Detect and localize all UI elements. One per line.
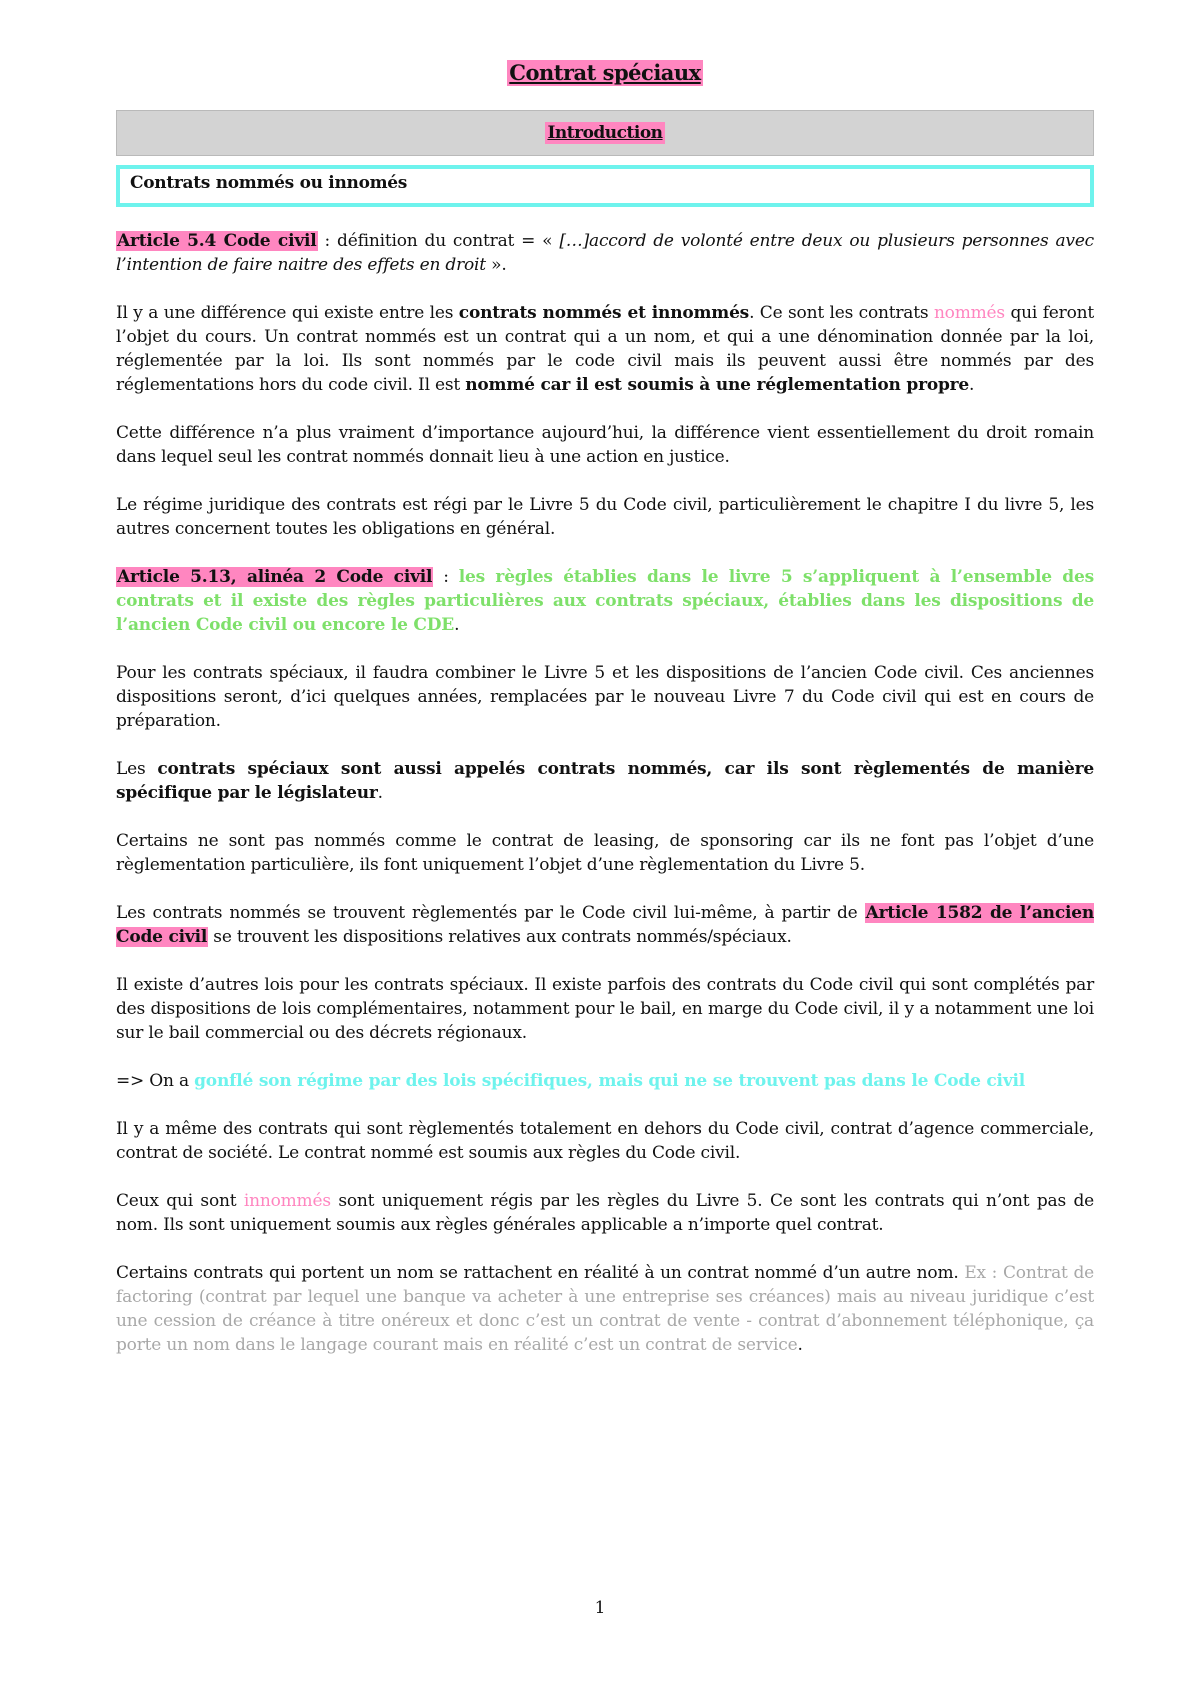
- section-heading: Introduction: [547, 123, 663, 143]
- paragraph-contrats-nommes: [116, 301, 1094, 397]
- text-span: .: [969, 375, 975, 395]
- paragraph-factoring: [116, 1261, 1094, 1357]
- cyan-text: gonflé son régime par des lois spécifiques, mais qui ne se trouvent pas dans le Code civil: [194, 1071, 1026, 1091]
- paragraph-hors-code: Il y a même des contrats qui sont règlementés totalement en dehors du Code civil, contrat d’agence commerciale, contrat de société. Le contrat nommé est soumis aux règles du Code civil.: [116, 1119, 1094, 1163]
- paragraph-combiner: Pour les contrats spéciaux, il faudra combiner le Livre 5 et les dispositions de l’ancien Code civil. Ces anciennes dispositions seront, d’ici quelques années, remplacées par le nouveau Livre 7 du Code civil qui est en cours de préparation.: [116, 663, 1094, 731]
- pink-term: innommés: [243, 1191, 331, 1211]
- text-span: sont uniquement régis par les règles du Livre 5. Ce sont les contrats qui n’ont pas de nom. Ils sont uniquement soumis aux règles générales applicable a n’importe quel contrat.: [116, 1191, 1094, 1235]
- title-row: [116, 60, 1094, 100]
- article-reference: Article 5.13, alinéa 2 Code civil: [117, 567, 433, 587]
- text-span: .: [454, 615, 460, 635]
- paragraph-contrats-speciaux: [116, 757, 1094, 805]
- subheading: Contrats nommés ou innomés: [130, 173, 408, 193]
- text-span: qui feront l’objet du cours. Un contrat nommés est un contrat qui a un nom, et qui a une dénomination donnée par la loi, réglementée par la loi. Ils sont nommés par le code civil mais ils peuvent aussi être nommés par des réglementations hors du code civil. Il est: [116, 303, 1094, 395]
- subheading-box: [116, 165, 1094, 207]
- text-span: Les contrats nommés se trouvent règlementés par le Code civil lui-même, à partir de: [116, 903, 865, 923]
- text-span: ».: [485, 255, 507, 275]
- text-span: : définition du contrat = «: [317, 231, 560, 251]
- text-span: .: [377, 783, 383, 803]
- paragraph-autres-lois: Il existe d’autres lois pour les contrats spéciaux. Il existe parfois des contrats du Code civil qui sont complétés par des dispositions de lois complémentaires, notamment pour le bail, en marge du Code civil, il y a notamment une loi sur le bail commercial ou des décrets régionaux.: [116, 975, 1094, 1043]
- page-number: 1: [594, 1598, 606, 1618]
- bold-text: contrats nommés et innommés: [458, 303, 750, 323]
- paragraph-gonfle: [116, 1069, 1094, 1093]
- text-span: :: [433, 567, 459, 587]
- paragraph-difference: Cette différence n’a plus vraiment d’importance aujourd’hui, la différence vient essentiellement du droit romain dans lequel seul les contrat nommés donnait lieu à une action en justice.: [116, 423, 1094, 467]
- paragraph-article-5-4: [116, 229, 1094, 277]
- article-reference: Article 1582 de l’ancien Code civil: [116, 903, 1094, 947]
- pink-term: nommés: [933, 303, 1005, 323]
- green-text: les règles établies dans le livre 5 s’appliquent à l’ensemble des contrats et il existe des règles particulières aux contrats spéciaux, établies dans les dispositions de l’ancien Code civil ou encore le CDE: [116, 567, 1094, 635]
- text-span: Certains contrats qui portent un nom se rattachent en réalité à un contrat nommé d’un autre nom.: [116, 1263, 965, 1283]
- quote-text: […]accord de volonté entre deux ou plusieurs personnes avec l’intention de faire naitre des effets en droit: [116, 231, 1095, 275]
- article-reference: Article 5.4 Code civil: [117, 231, 317, 251]
- example-text: Ex : Contrat de factoring (contrat par lequel une banque va acheter à une entreprise ses créances) mais au niveau juridique c’est une cession de créance à titre onéreux et donc c’est un contrat de vente - contrat d’abonnement téléphonique, ça porte un nom dans le langage courant mais en réalité c’est un contrat de service: [116, 1263, 1094, 1355]
- document-title: Contrat spéciaux: [509, 60, 701, 85]
- paragraph-innommes: [116, 1189, 1094, 1237]
- section-header-box: [116, 110, 1094, 156]
- text-span: . Ce sont les contrats: [749, 303, 934, 323]
- paragraph-regime-juridique: Le régime juridique des contrats est régi par le Livre 5 du Code civil, particulièrement le chapitre I du livre 5, les autres concernent toutes les obligations en général.: [116, 495, 1094, 539]
- bold-text: contrats spéciaux sont aussi appelés contrats nommés, car ils sont règlementés de manière spécifique par le législateur: [116, 759, 1094, 803]
- text-span: Ceux qui sont: [116, 1191, 244, 1211]
- text-span: se trouvent les dispositions relatives aux contrats nommés/spéciaux.: [208, 927, 792, 947]
- text-span: .: [797, 1335, 803, 1355]
- paragraph-article-1582: [116, 901, 1094, 949]
- paragraph-leasing: Certains ne sont pas nommés comme le contrat de leasing, de sponsoring car ils ne font pas l’objet d’une règlementation particulière, ils font uniquement l’objet d’une règlementation du Livre 5.: [116, 831, 1094, 875]
- paragraph-article-5-13: [116, 565, 1094, 637]
- text-span: Il y a une différence qui existe entre les: [116, 303, 459, 323]
- document-page: [116, 60, 1094, 1357]
- text-span: Les: [116, 759, 158, 779]
- text-span: => On a: [116, 1071, 195, 1091]
- bold-text: nommé car il est soumis à une réglementation propre: [465, 375, 970, 395]
